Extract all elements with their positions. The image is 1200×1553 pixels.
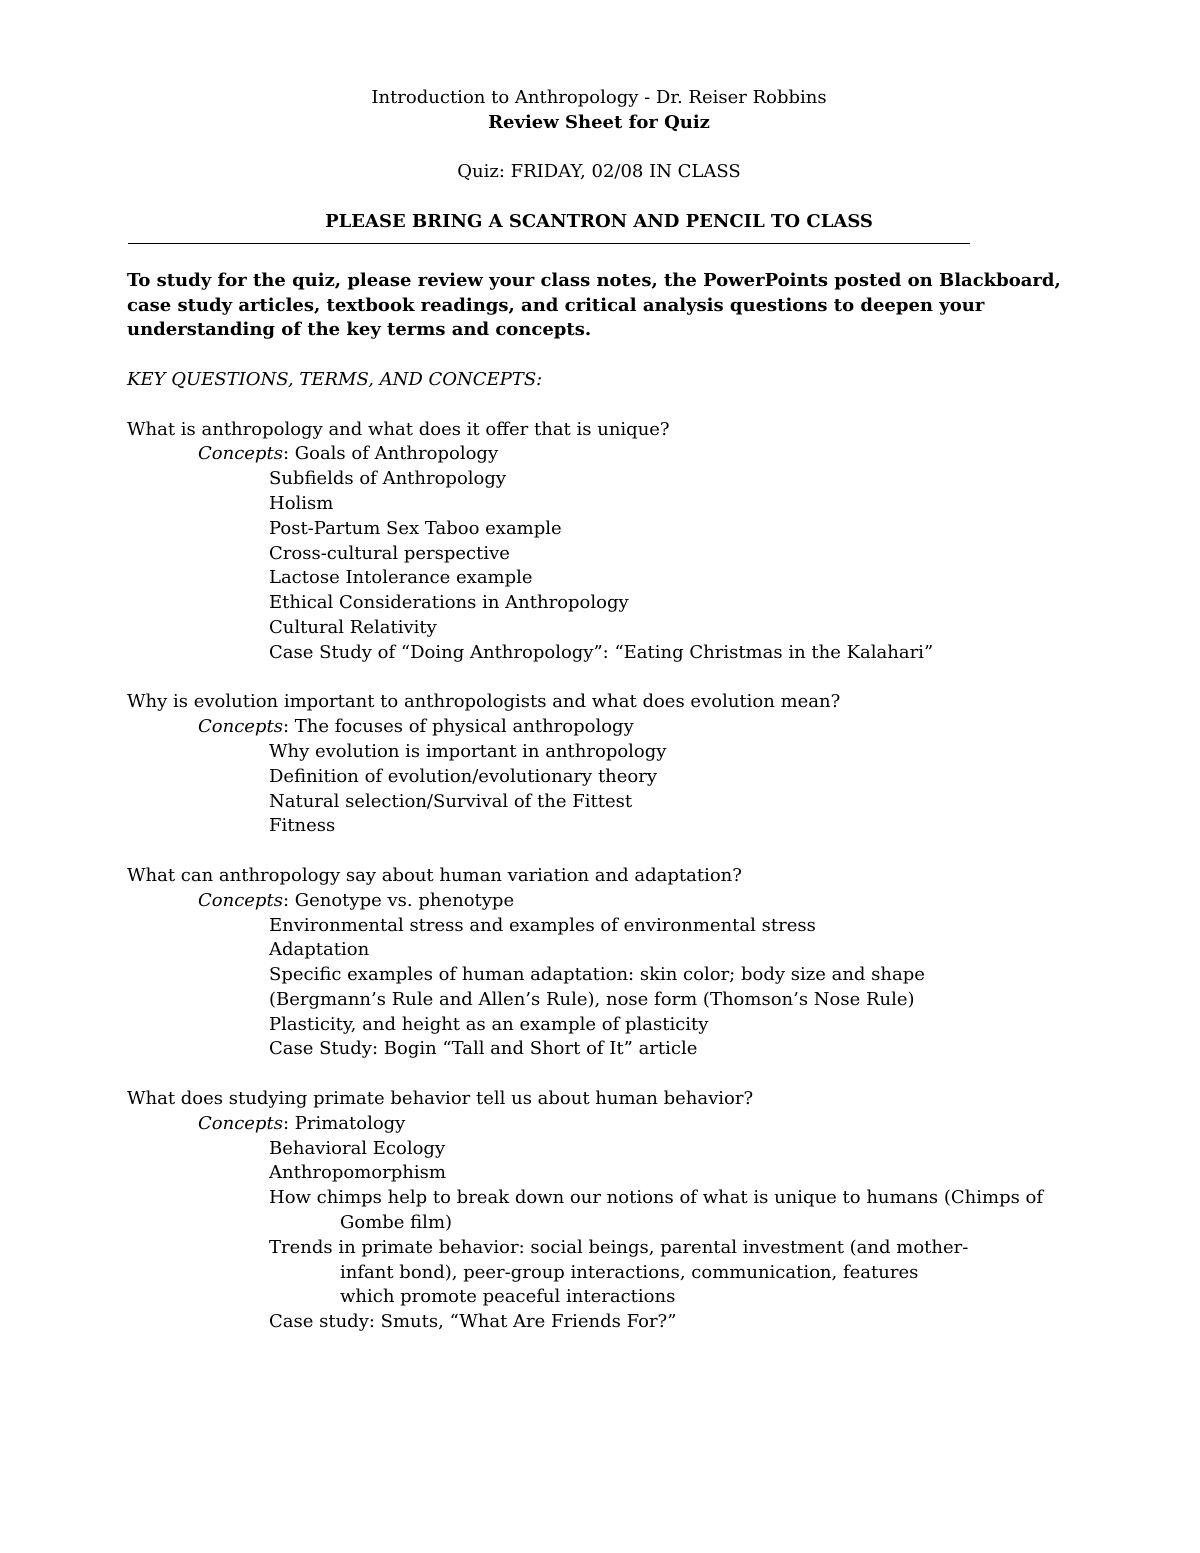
section-question: What is anthropology and what does it offer that is unique?	[127, 418, 670, 440]
bring-notice: PLEASE BRING A SCANTRON AND PENCIL TO CLASS	[325, 210, 873, 232]
study-paragraph: To study for the quiz, please review your class notes, the PowerPoints posted on Blackboard, case study articles, textbook readings, and critical analysis questions to deepen your understanding of the key terms and concepts.	[127, 269, 1061, 341]
section	[127, 418, 1077, 666]
key-heading: KEY QUESTIONS, TERMS, AND CONCEPTS:	[127, 368, 543, 390]
concept-item: Anthropomorphism	[269, 1162, 446, 1184]
concept-item: Fitness	[269, 815, 336, 837]
concept-item: Definition of evolution/evolutionary theory	[269, 765, 658, 787]
concepts-label: Concepts	[198, 716, 283, 738]
section	[127, 690, 1077, 839]
concept-item: Ethical Considerations in Anthropology	[269, 592, 629, 614]
section-question: What can anthropology say about human variation and adaptation?	[127, 864, 742, 886]
first-concept: : Goals of Anthropology	[282, 443, 499, 465]
concept-item: Specific examples of human adaptation: skin color; body size and shape	[269, 964, 925, 986]
concept-item: Why evolution is important in anthropology	[269, 740, 667, 762]
concepts-row	[127, 889, 1077, 914]
concept-item: Trends in primate behavior: social beings, parental investment (and mother-infant bond), peer-group interactions, communication, features which promote peaceful interactions	[269, 1236, 969, 1308]
document-content	[127, 86, 1077, 1335]
course-line: Introduction to Anthropology - Dr. Reiser Robbins	[371, 87, 827, 108]
concept-item: Case study: Smuts, “What Are Friends For?”	[269, 1311, 677, 1333]
concept-item: Lactose Intolerance example	[269, 567, 533, 589]
concepts-row	[127, 442, 1077, 467]
concept-item: Environmental stress and examples of environmental stress	[269, 914, 816, 936]
section	[127, 864, 1077, 1062]
concept-item: (Bergmann’s Rule and Allen’s Rule), nose form (Thomson’s Nose Rule)	[269, 988, 915, 1010]
first-concept: : The focuses of physical anthropology	[282, 716, 634, 738]
section-question: What does studying primate behavior tell us about human behavior?	[127, 1088, 754, 1110]
concept-item: Behavioral Ecology	[269, 1137, 446, 1159]
quiz-date: Quiz: FRIDAY, 02/08 IN CLASS	[457, 161, 741, 183]
concepts-label: Concepts	[198, 889, 283, 911]
concepts-label: Concepts	[198, 1112, 283, 1134]
concept-item: Case Study: Bogin “Tall and Short of It” article	[269, 1038, 698, 1060]
concepts-row	[127, 1112, 1077, 1137]
concept-item: Post-Partum Sex Taboo example	[269, 517, 562, 539]
concepts-row	[127, 715, 1077, 740]
concept-item: Holism	[269, 492, 334, 514]
concept-item: Case Study of “Doing Anthropology”: “Eating Christmas in the Kalahari”	[269, 641, 934, 663]
concept-item: Plasticity, and height as an example of plasticity	[269, 1013, 709, 1035]
concept-item: Natural selection/Survival of the Fittest	[269, 790, 633, 812]
concept-item: Subfields of Anthropology	[269, 468, 507, 490]
first-concept: : Genotype vs. phenotype	[282, 889, 515, 911]
concept-item: How chimps help to break down our notions of what is unique to humans (Chimps of Gombe film)	[269, 1187, 1044, 1234]
first-concept: : Primatology	[282, 1112, 406, 1134]
concept-item: Cross-cultural perspective	[269, 542, 510, 564]
section	[127, 1087, 1077, 1335]
concepts-label: Concepts	[198, 443, 283, 465]
sheet-title: Review Sheet for Quiz	[488, 111, 710, 133]
section-question: Why is evolution important to anthropologists and what does evolution mean?	[127, 691, 841, 713]
horizontal-rule	[128, 243, 970, 244]
concept-item: Cultural Relativity	[269, 616, 437, 638]
concept-item: Adaptation	[269, 939, 370, 961]
